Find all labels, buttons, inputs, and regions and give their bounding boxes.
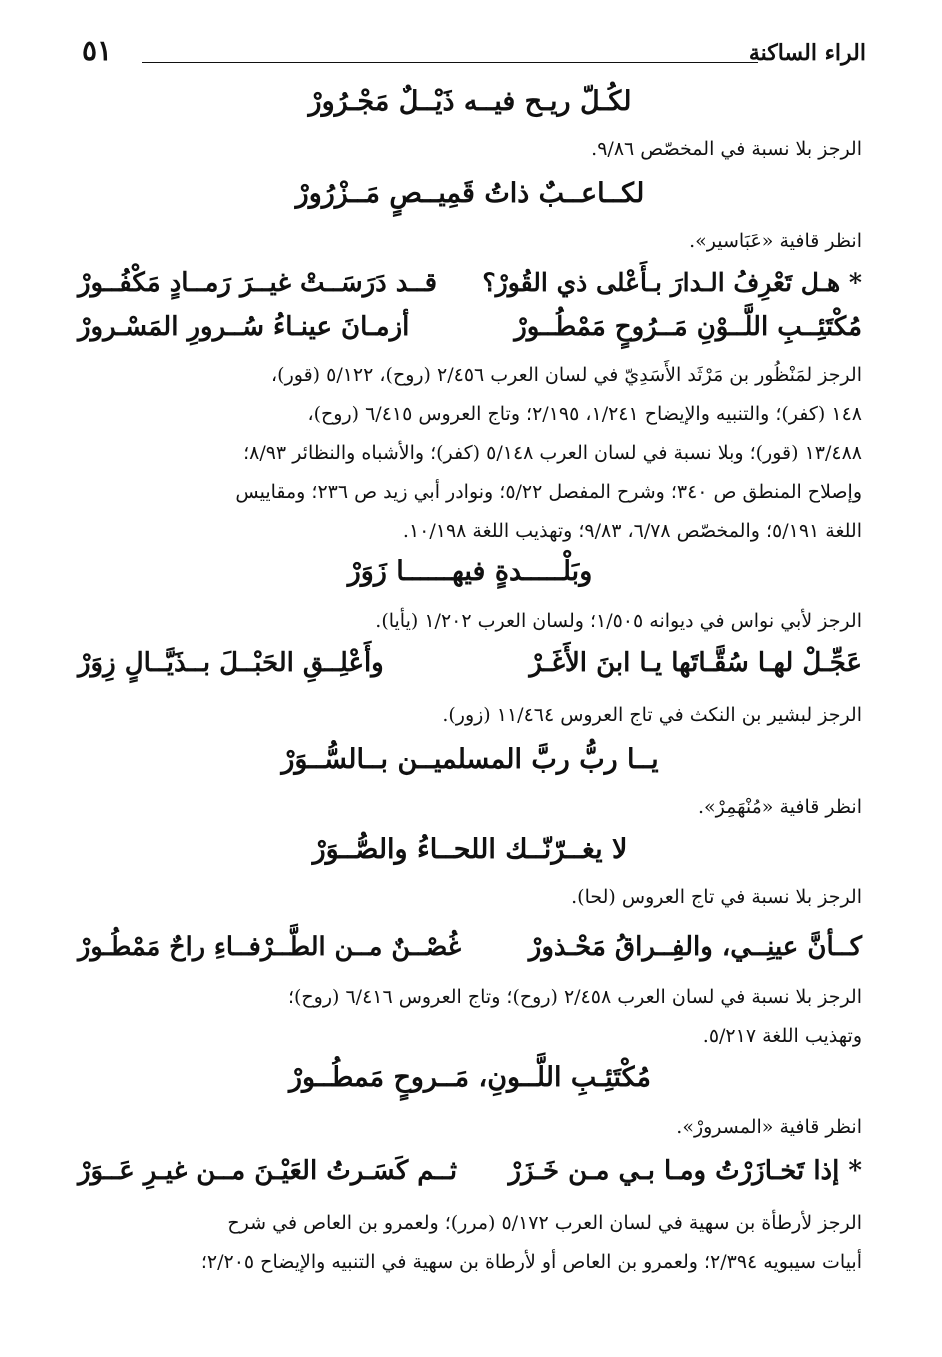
note-line: انظر قافية «المسرورْ». (676, 1116, 862, 1138)
note (82, 130, 862, 169)
note (82, 1204, 862, 1282)
verse-hemistich-first: مُكْتَئِــبِ اللَّــوْنِ مَــرُوحٍ مَمْطُــورْ (514, 312, 862, 342)
verse-line: لكــاعــبٌ ذاتُ قَمِيــصٍ مَــزْرُورْ (295, 178, 645, 209)
page-header (82, 34, 866, 74)
note (82, 1108, 862, 1147)
verse-hemistich-second: وأَعْلِــقِ الحَبْــلَ بــذَيَّــالٍ زِوَرْ (78, 648, 384, 678)
note-line: اللغة ٥/١٩١؛ والمخصّص ٦/٧٨، ٩/٨٣؛ وتهذيب اللغة ١٠/١٩٨. (402, 520, 862, 542)
note-line: انظر قافية «مُنْهَمِرْ». (697, 796, 862, 818)
verse-line: يــا ربُّ ربَّ المسلميــن بــالسُّــوَرْ (281, 744, 659, 775)
verse-hemistich-first: * هـل تَعْرِفُ الـدارَ بـأَعْلى ذي القُورْ؟ (482, 268, 862, 297)
note (82, 696, 862, 735)
running-title: الراء الساكنة (748, 40, 866, 66)
note-line: وإصلاح المنطق ص ٣٤٠؛ وشرح المفصل ٥/٢٢؛ ونوادر أبي زيد ص ٢٣٦؛ ومقاييس (235, 481, 862, 503)
note (82, 878, 862, 917)
note-line: ١٣/٤٨٨ (قور)؛ وبلا نسبة في لسان العرب ٥/١٤٨ (كفر)؛ والأشباه والنظائر ٨/٩٣؛ (243, 442, 862, 464)
note (82, 356, 862, 551)
note-line: الرجز بلا نسبة في تاج العروس (لحا). (571, 886, 862, 908)
note-line: الرجز لأرطأة بن سهية في لسان العرب ٥/١٧٢ (مرر)؛ ولعمرو بن العاص في شرح (227, 1212, 862, 1234)
page-number: ٥١ (82, 34, 113, 67)
verse-line: وبَلْـــــدةٍ فيهــــــا زَوَرْ (347, 556, 593, 587)
verse-hemistich-second: غُصْــنٌ مــن الطَّــرْفــاءِ راحٌ مَمْطُـورْ (78, 932, 462, 962)
note-line: الرجز لمَنْظُور بن مَرْثَد الأَسَدِيّ في لسان العرب ٢/٤٥٦ (روح)، ٥/١٢٢ (قور)، (271, 364, 862, 386)
verse-hemistich-first: كــأنَّ عينِــي، والفِــراقُ مَحْـذورْ (528, 932, 862, 962)
verse-hemistich-first: عَجِّـلْ لهـا سُقَّـاتَها يـا ابنَ الأَغَـرْ (529, 648, 862, 678)
header-rule (142, 62, 758, 63)
note-line: وتهذيب اللغة ٥/٢١٧. (702, 1025, 862, 1047)
note (82, 788, 862, 827)
note (82, 602, 862, 641)
note (82, 978, 862, 1056)
verse-hemistich-second: قــد دَرَسَــتْ غيــرَ رَمــادٍ مَكْفُــورْ (78, 268, 438, 298)
note-line: الرجز لأبي نواس في ديوانه ١/٥٠٥؛ ولسان العرب ١/٢٠٢ (يأيا). (375, 610, 862, 632)
verse-hemistich-first: * إذا تَخـازَرْتُ ومـا بـي مـن خَـزَرْ (508, 1156, 862, 1186)
verse-hemistich-second: أزمـانَ عينـاءُ سُــرورِ المَسْـرورْ (78, 312, 410, 342)
note-line: الرجز لبشير بن النكث في تاج العروس ١١/٤٦٤ (زور). (442, 704, 862, 726)
note-line: انظر قافية «عَبَاسير». (689, 230, 862, 252)
note-line: الرجز بلا نسبة في المخصّص ٩/٨٦. (591, 138, 862, 160)
note-line: الرجز بلا نسبة في لسان العرب ٢/٤٥٨ (روح)؛ وتاج العروس ٦/٤١٦ (روح)؛ (287, 986, 862, 1008)
verse-line: مُكْتَئِـبِ اللَّــونِ، مَــروحٍ مَمطُــورْ (289, 1062, 651, 1093)
note (82, 222, 862, 261)
verse-hemistich-second: ثــم كَسَـرتُ العَيْـنَ مــن غيـرِ عَــوَرْ (78, 1156, 458, 1186)
note-line: ١٤٨ (كفر)؛ والتنبيه والإيضاح ١/٢٤١، ٢/١٩٥؛ وتاج العروس ٦/٤١٥ (روح)، (307, 403, 862, 425)
verse-line: لكُـلّ ريـح فيــه ذَيْــلٌ مَجْـرُورْ (308, 86, 632, 117)
note-line: أبيات سيبويه ٢/٣٩٤؛ ولعمرو بن العاص أو لأرطاة بن سهية في التنبيه والإيضاح ٢/٢٠٥؛ (200, 1251, 862, 1273)
verse-line: لا يغــرّنّــك اللحــاءُ والصُّــوَرْ (312, 834, 628, 865)
